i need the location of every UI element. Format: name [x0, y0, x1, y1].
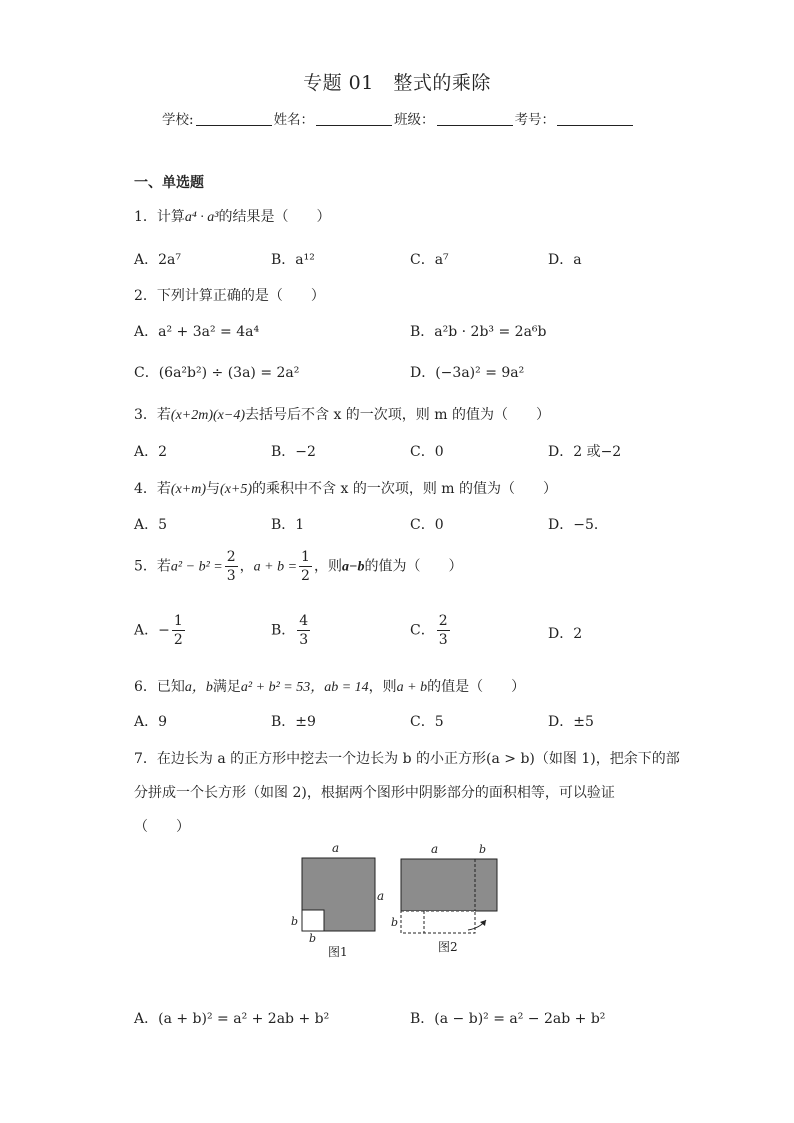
- figure-1-label-a-top: a: [332, 841, 340, 855]
- q4-option-d: D．−5．: [548, 517, 608, 533]
- q1-expression: a⁴ · a³: [184, 210, 219, 225]
- question-7-line-3: （ ）: [134, 819, 190, 835]
- q3-expression: (x+2m)(x−4): [170, 408, 246, 423]
- q5-fraction-2: $\frac{1}{2}$: [301, 549, 310, 584]
- q1-option-b: B．a¹²: [271, 252, 315, 268]
- q5-option-b: B． $\frac{4}{3}$: [271, 613, 309, 648]
- q6-option-a: A．9: [134, 714, 168, 730]
- q4-expression-1: (x+m): [170, 482, 207, 497]
- q1-option-a: A．2a⁷: [134, 252, 181, 268]
- q5-option-a: A．− $\frac{1}{2}$: [134, 613, 183, 648]
- q1-option-c: C．a⁷: [410, 252, 449, 268]
- figure-1-label-b-left: b: [291, 915, 299, 928]
- section-heading: 一、单选题: [134, 175, 204, 191]
- q2-option-b: B．a²b · 2b³ = 2a⁶b: [410, 324, 547, 340]
- q4-option-a: A．5: [134, 517, 168, 533]
- school-label: 学校:: [162, 112, 194, 128]
- figure-2: [391, 842, 497, 954]
- q3-option-b: B．−2: [271, 444, 316, 460]
- q5-fraction-1: $\frac{2}{3}$: [226, 549, 236, 584]
- figure-2-shaded-rectangle: [401, 859, 497, 911]
- question-7-line-1: 7．在边长为 a 的正方形中挖去一个边长为 b 的小正方形(a > b)（如图 1)，把余下的部: [134, 751, 680, 767]
- q2-option-d: D．(−3a)² = 9a²: [410, 365, 525, 381]
- class-blank: [437, 113, 513, 126]
- q3-option-a: A．2: [134, 444, 168, 460]
- name-label: 姓名：: [273, 112, 315, 128]
- figure-2-label-b-top: b: [479, 843, 487, 856]
- q4-option-b: B．1: [271, 517, 305, 533]
- name-blank: [316, 113, 392, 126]
- figure-2-label-b-left: b: [391, 916, 399, 929]
- question-4: 4．若(x+m)与(x+5)的乘积中不含 x 的一次项，则 m 的值为（ ）: [134, 481, 558, 497]
- number-blank: [557, 113, 633, 126]
- figure-1-caption: 图1: [328, 945, 348, 959]
- school-blank: [196, 113, 272, 126]
- q7-option-b: B．(a − b)² = a² − 2ab + b²: [410, 1011, 606, 1027]
- q2-option-a: A．a² + 3a² = 4a⁴: [134, 324, 260, 340]
- q4-option-c: C．0: [410, 517, 444, 533]
- question-7-line-2: 分拼成一个长方形（如图 2)，根据两个图形中阴影部分的面积相等，可以验证: [134, 785, 615, 801]
- q3-option-c: C．0: [410, 444, 444, 460]
- question-3: 3．若(x+2m)(x−4)去括号后不含 x 的一次项，则 m 的值为（ ）: [134, 407, 550, 423]
- question-2: 2．下列计算正确的是（ ）: [134, 288, 325, 304]
- question-5: 5．若a² − b² = $\frac{2}{3}$ ，a + b = $\frac{1}{2}$ ，则a−b的值为（ ）: [134, 549, 463, 584]
- q6-option-b: B．±9: [271, 714, 316, 730]
- student-info-line: [162, 108, 635, 128]
- q2-option-c: C．(6a²b²) ÷ (3a) = 2a²: [134, 365, 300, 381]
- figure-1-removed-square: [302, 910, 324, 931]
- question-1: 1．计算a⁴ · a³的结果是（ ）: [134, 209, 331, 225]
- figure-1-label-b-bottom: b: [309, 932, 317, 945]
- q6-option-d: D．±5: [548, 714, 594, 730]
- question-6: 6．已知a，b满足a² + b² = 53，ab = 14，则a + b的值是（ ）: [134, 679, 526, 695]
- number-label: 考号：: [514, 112, 556, 128]
- figure-2-caption: 图2: [438, 940, 458, 954]
- square-figures: [288, 838, 508, 962]
- q7-option-a: A．(a + b)² = a² + 2ab + b²: [134, 1011, 330, 1027]
- q4-expression-2: (x+5): [220, 482, 253, 497]
- figure-1: [291, 841, 384, 959]
- page-title: 专题 01 整式的乘除: [303, 72, 491, 94]
- figure-2-dashed-piece: [401, 911, 475, 933]
- q5-option-d: D．2: [548, 626, 583, 642]
- q1-option-d: D．a: [548, 252, 582, 268]
- class-label: 班级：: [394, 112, 435, 128]
- q5-option-c: C． $\frac{2}{3}$: [410, 613, 448, 648]
- q6-option-c: C．5: [410, 714, 444, 730]
- figure-1-label-a-right: a: [377, 889, 385, 903]
- q3-option-d: D．2 或−2: [548, 444, 622, 460]
- figure-2-label-a: a: [431, 842, 439, 856]
